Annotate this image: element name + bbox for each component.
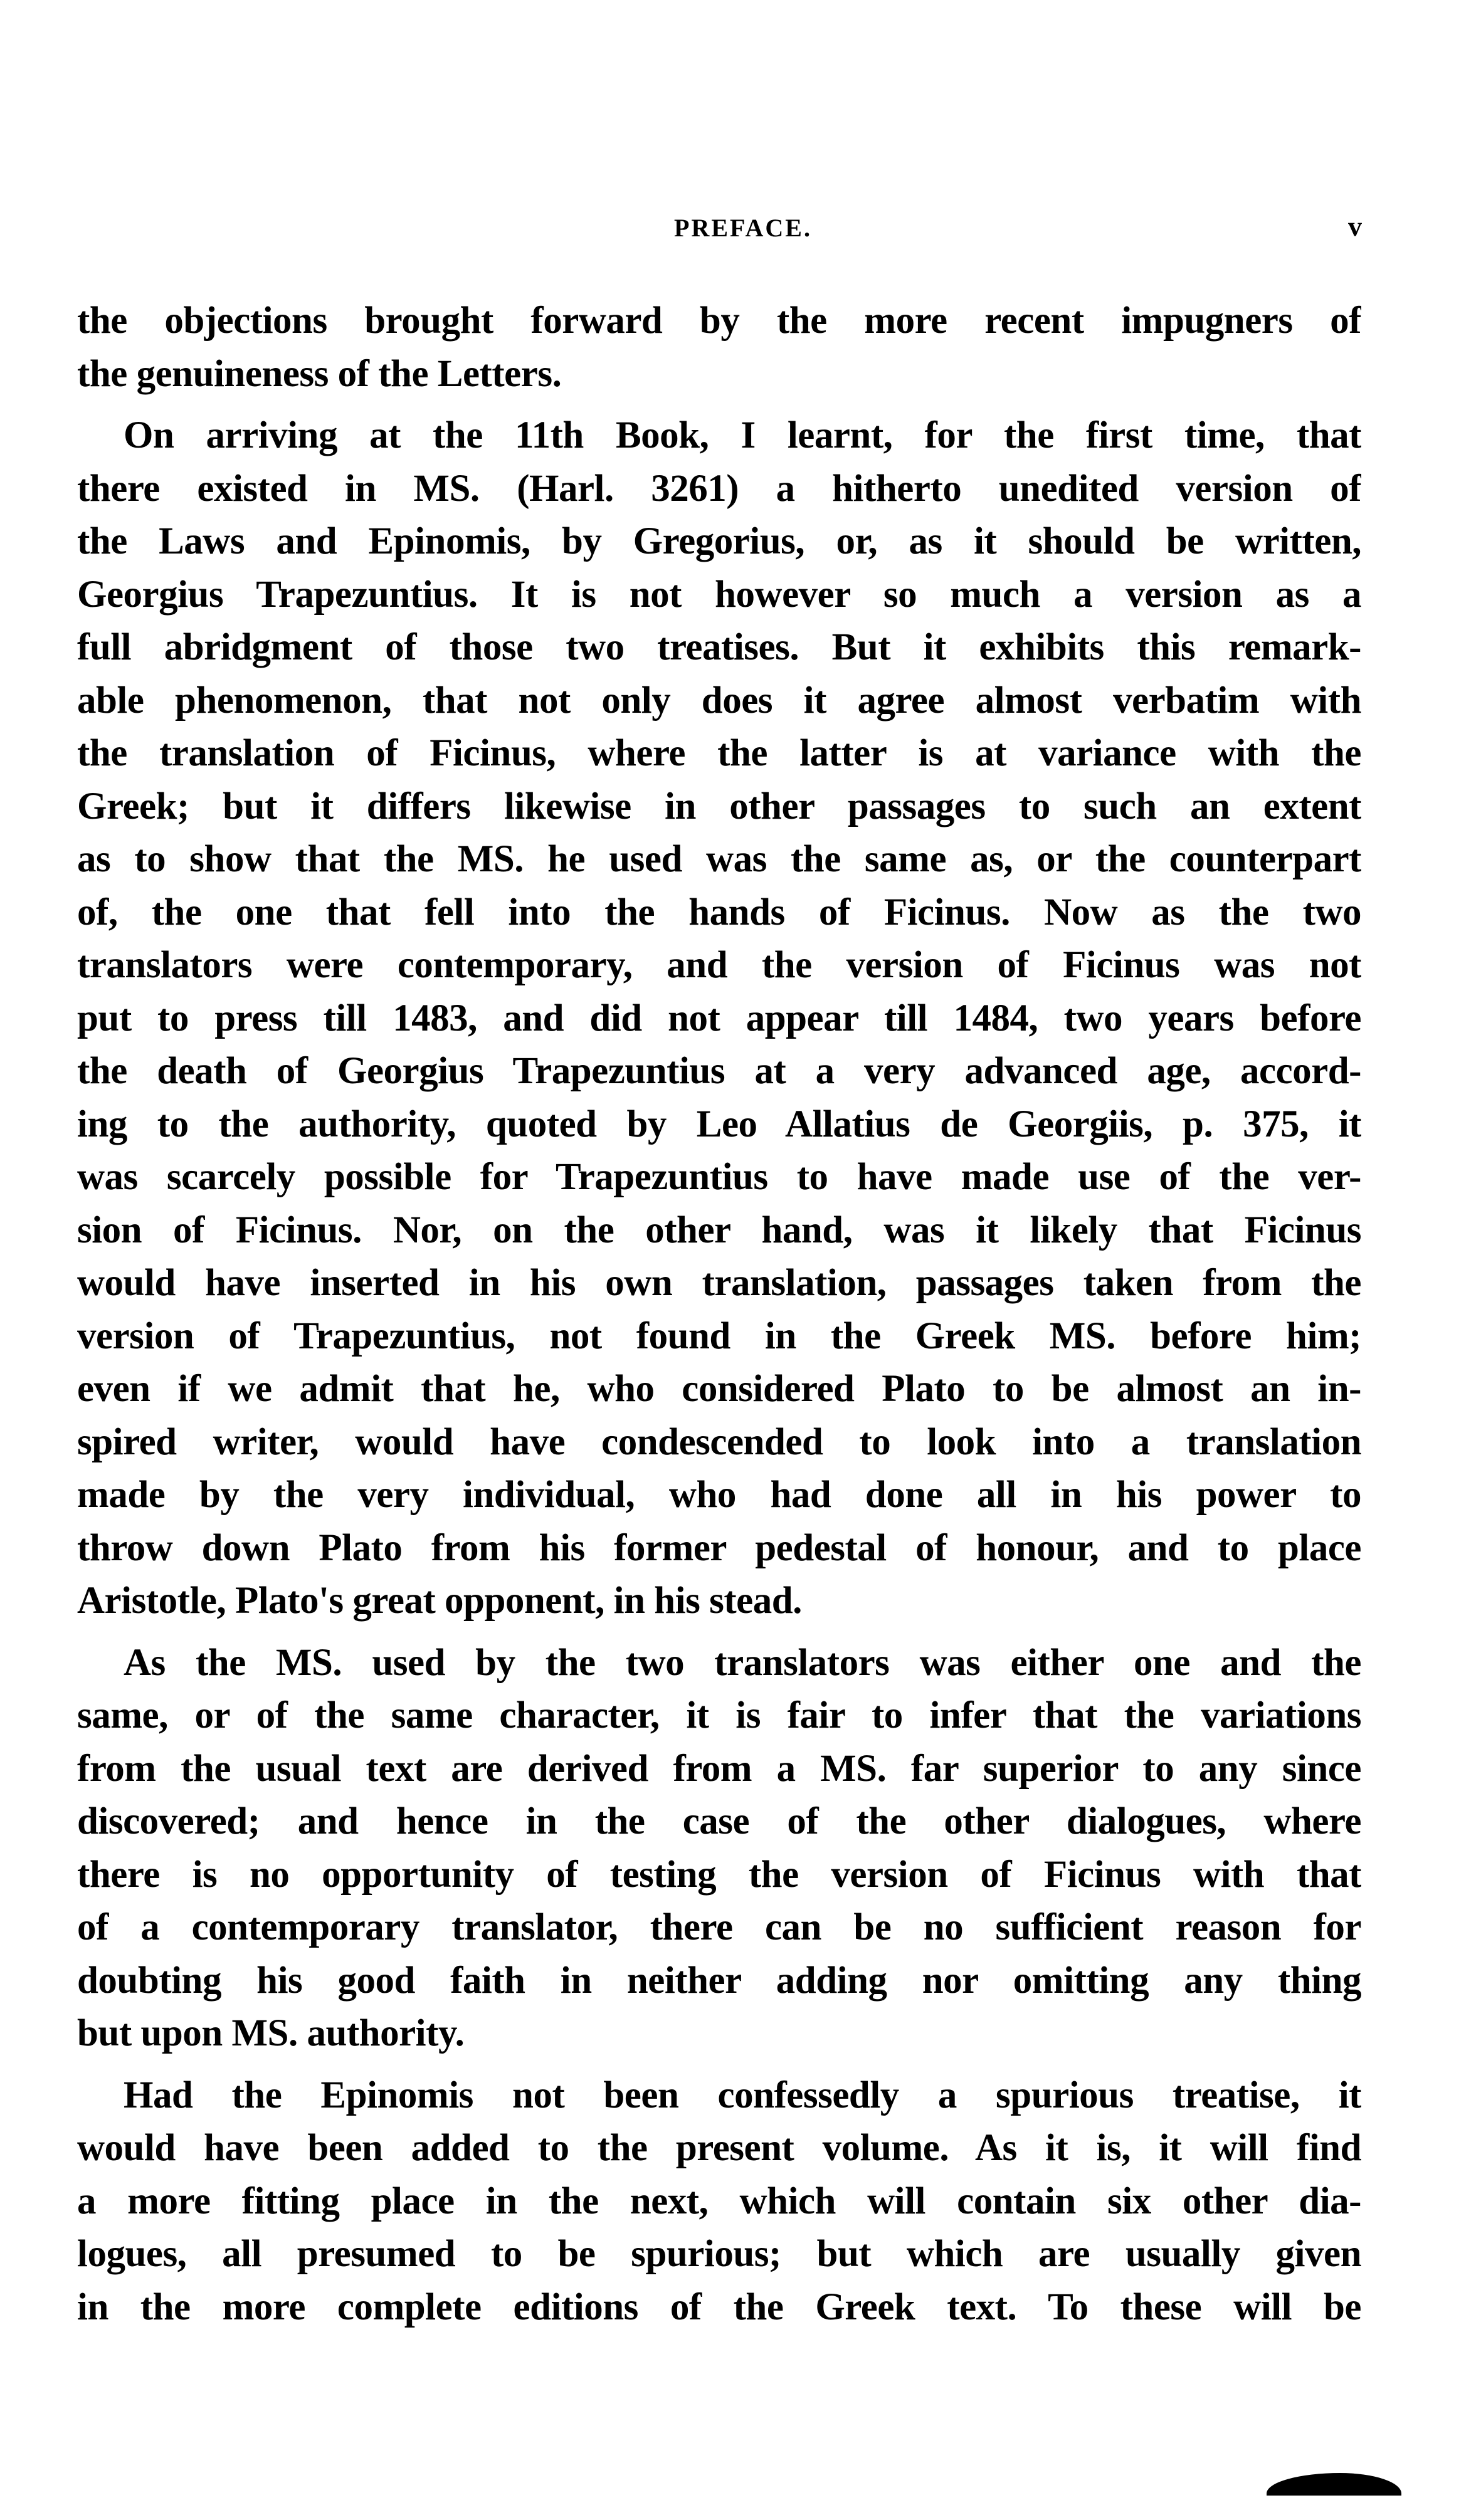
paragraph	[77, 409, 1361, 1628]
text-line: put to press till 1483, and did not appear till 1484, two years before	[77, 997, 1361, 1039]
text-line: able phenomenon, that not only does it agree almost verbatim with	[77, 679, 1361, 722]
text-line: the genuineness of the Letters.	[77, 352, 562, 395]
text-line: of a contemporary translator, there can be no sufficient reason for	[77, 1906, 1361, 1948]
paragraph	[77, 295, 1361, 401]
text-line: as to show that the MS. he used was the same as, or the counterpart	[77, 838, 1361, 880]
text-line: would have inserted in his own translation, passages taken from the	[77, 1262, 1361, 1304]
text-line: As the MS. used by the two translators was either one and the	[124, 1641, 1361, 1684]
text-line: Aristotle, Plato's great opponent, in his stead.	[77, 1580, 802, 1622]
text-line: Had the Epinomis not been confessedly a spurious treatise, it	[124, 2074, 1361, 2116]
text-line: full abridgment of those two treatises. But it exhibits this remark-	[77, 626, 1361, 668]
text-line: sion of Ficinus. Nor, on the other hand, was it likely that Ficinus	[77, 1209, 1361, 1251]
text-line: translators were contemporary, and the version of Ficinus was not	[77, 944, 1361, 986]
text-line: doubting his good faith in neither adding nor omitting any thing	[77, 1959, 1361, 2002]
text-line: Georgius Trapezuntius. It is not however so much a version as a	[77, 573, 1361, 616]
text-line: a more fitting place in the next, which will contain six other dia-	[77, 2180, 1361, 2222]
text-line: there is no opportunity of testing the version of Ficinus with that	[77, 1853, 1361, 1896]
text-line: same, or of the same character, it is fair to infer that the variations	[77, 1694, 1361, 1736]
running-head-title: PREFACE.	[674, 214, 812, 242]
paragraph	[77, 1637, 1361, 2061]
text-line: On arriving at the 11th Book, I learnt, for the first time, that	[124, 414, 1361, 456]
body-text	[77, 295, 1361, 2343]
ink-blot-ornament	[1267, 2473, 1401, 2496]
text-line: the objections brought forward by the more recent impugners of	[77, 300, 1361, 342]
text-line: discovered; and hence in the case of the other dialogues, where	[77, 1800, 1361, 1842]
text-line: from the usual text are derived from a MS. far superior to any since	[77, 1747, 1361, 1790]
text-line: would have been added to the present volume. As it is, it will find	[77, 2127, 1361, 2169]
text-line: in the more complete editions of the Greek text. To these will be	[77, 2286, 1361, 2328]
text-line: there existed in MS. (Harl. 3261) a hitherto unedited version of	[77, 467, 1361, 510]
text-line: the Laws and Epinomis, by Gregorius, or, as it should be written,	[77, 520, 1361, 562]
text-line: logues, all presumed to be spurious; but which are usually given	[77, 2233, 1361, 2275]
text-line: but upon MS. authority.	[77, 2012, 465, 2054]
text-line: even if we admit that he, who considered Plato to be almost an in-	[77, 1368, 1361, 1410]
text-line: made by the very individual, who had done all in his power to	[77, 1474, 1361, 1516]
text-line: the translation of Ficinus, where the latter is at variance with the	[77, 732, 1361, 774]
page-number: v	[1348, 211, 1362, 242]
text-line: of, the one that fell into the hands of Ficinus. Now as the two	[77, 891, 1361, 933]
running-head	[0, 207, 1476, 251]
text-line: version of Trapezuntius, not found in the Greek MS. before him;	[77, 1315, 1361, 1357]
text-line: ing to the authority, quoted by Leo Allatius de Georgiis, p. 375, it	[77, 1103, 1361, 1145]
text-line: spired writer, would have condescended to look into a translation	[77, 1420, 1361, 1463]
text-line: throw down Plato from his former pedestal of honour, and to place	[77, 1526, 1361, 1569]
paragraph	[77, 2069, 1361, 2334]
text-line: the death of Georgius Trapezuntius at a very advanced age, accord-	[77, 1050, 1361, 1092]
text-line: Greek; but it differs likewise in other passages to such an extent	[77, 785, 1361, 827]
text-line: was scarcely possible for Trapezuntius to have made use of the ver-	[77, 1156, 1361, 1198]
